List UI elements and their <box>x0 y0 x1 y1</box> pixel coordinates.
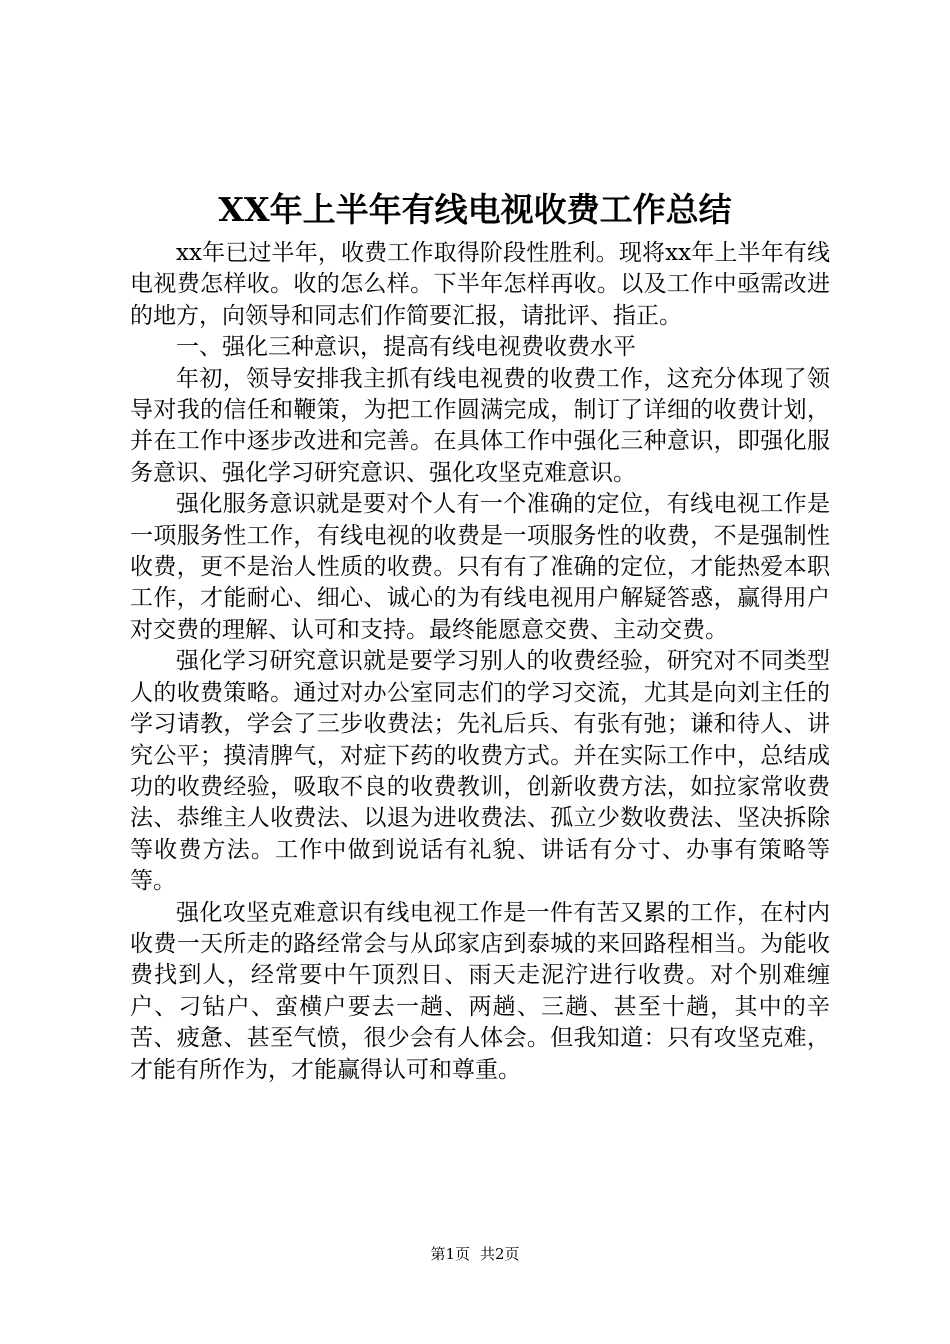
paragraph-study-awareness: 强化学习研究意识就是要学习别人的收费经验，研究对不同类型人的收费策略。通过对办公室同志们的学习交流，尤其是向刘主任的学习请教，学会了三步收费法；先礼后兵、有张有弛；谦和待人、讲究公平；摸清脾气，对症下药的收费方式。并在实际工作中，总结成功的收费经验，吸取不良的收费教训，创新收费方法，如拉家常收费法、恭维主人收费法、以退为进收费法、孤立少数收费法、坚决拆除等收费方法。工作中做到说话有礼貌、讲话有分寸、办事有策略等等。 <box>130 648 830 895</box>
page-number-current: 第1页 <box>430 1245 470 1263</box>
paragraph-overview: 年初，领导安排我主抓有线电视费的收费工作，这充分体现了领导对我的信任和鞭策，为把工作圆满完成，制订了详细的收费计划，并在工作中逐步改进和完善。在具体工作中强化三种意识，即强化服务意识、强化学习研究意识、强化攻坚克难意识。 <box>130 365 830 486</box>
page-footer <box>0 1244 950 1264</box>
paragraph-hardship-awareness: 强化攻坚克难意识有线电视工作是一件有苦又累的工作，在村内收费一天所走的路经常会与从邱家店到泰城的来回路程相当。为能收费找到人，经常要中午顶烈日、雨天走泥泞进行收费。对个别难缠户、刁钻户、蛮横户要去一趟、两趟、三趟、甚至十趟，其中的辛苦、疲惫、甚至气愤，很少会有人体会。但我知道：只有攻坚克难，才能有所作为，才能赢得认可和尊重。 <box>130 899 830 1083</box>
paragraph-service-awareness: 强化服务意识就是要对个人有一个准确的定位，有线电视工作是一项服务性工作，有线电视的收费是一项服务性的收费，不是强制性收费，更不是治人性质的收费。只有有了准确的定位，才能热爱本职工作，才能耐心、细心、诚心的为有线电视用户解疑答惑，赢得用户对交费的理解、认可和支持。最终能愿意交费、主动交费。 <box>130 491 830 643</box>
page-number-total: 共2页 <box>480 1245 520 1263</box>
document-title: XX年上半年有线电视收费工作总结 <box>218 190 732 229</box>
section-heading-one: 一、强化三种意识，提高有线电视费收费水平 <box>176 334 636 361</box>
paragraph-intro: xx年已过半年，收费工作取得阶段性胜利。现将xx年上半年有线电视费怎样收。收的怎么样。下半年怎样再收。以及工作中亟需改进的地方，向领导和同志们作简要汇报，请批评、指正。 <box>130 240 830 329</box>
document-body <box>130 238 830 1086</box>
